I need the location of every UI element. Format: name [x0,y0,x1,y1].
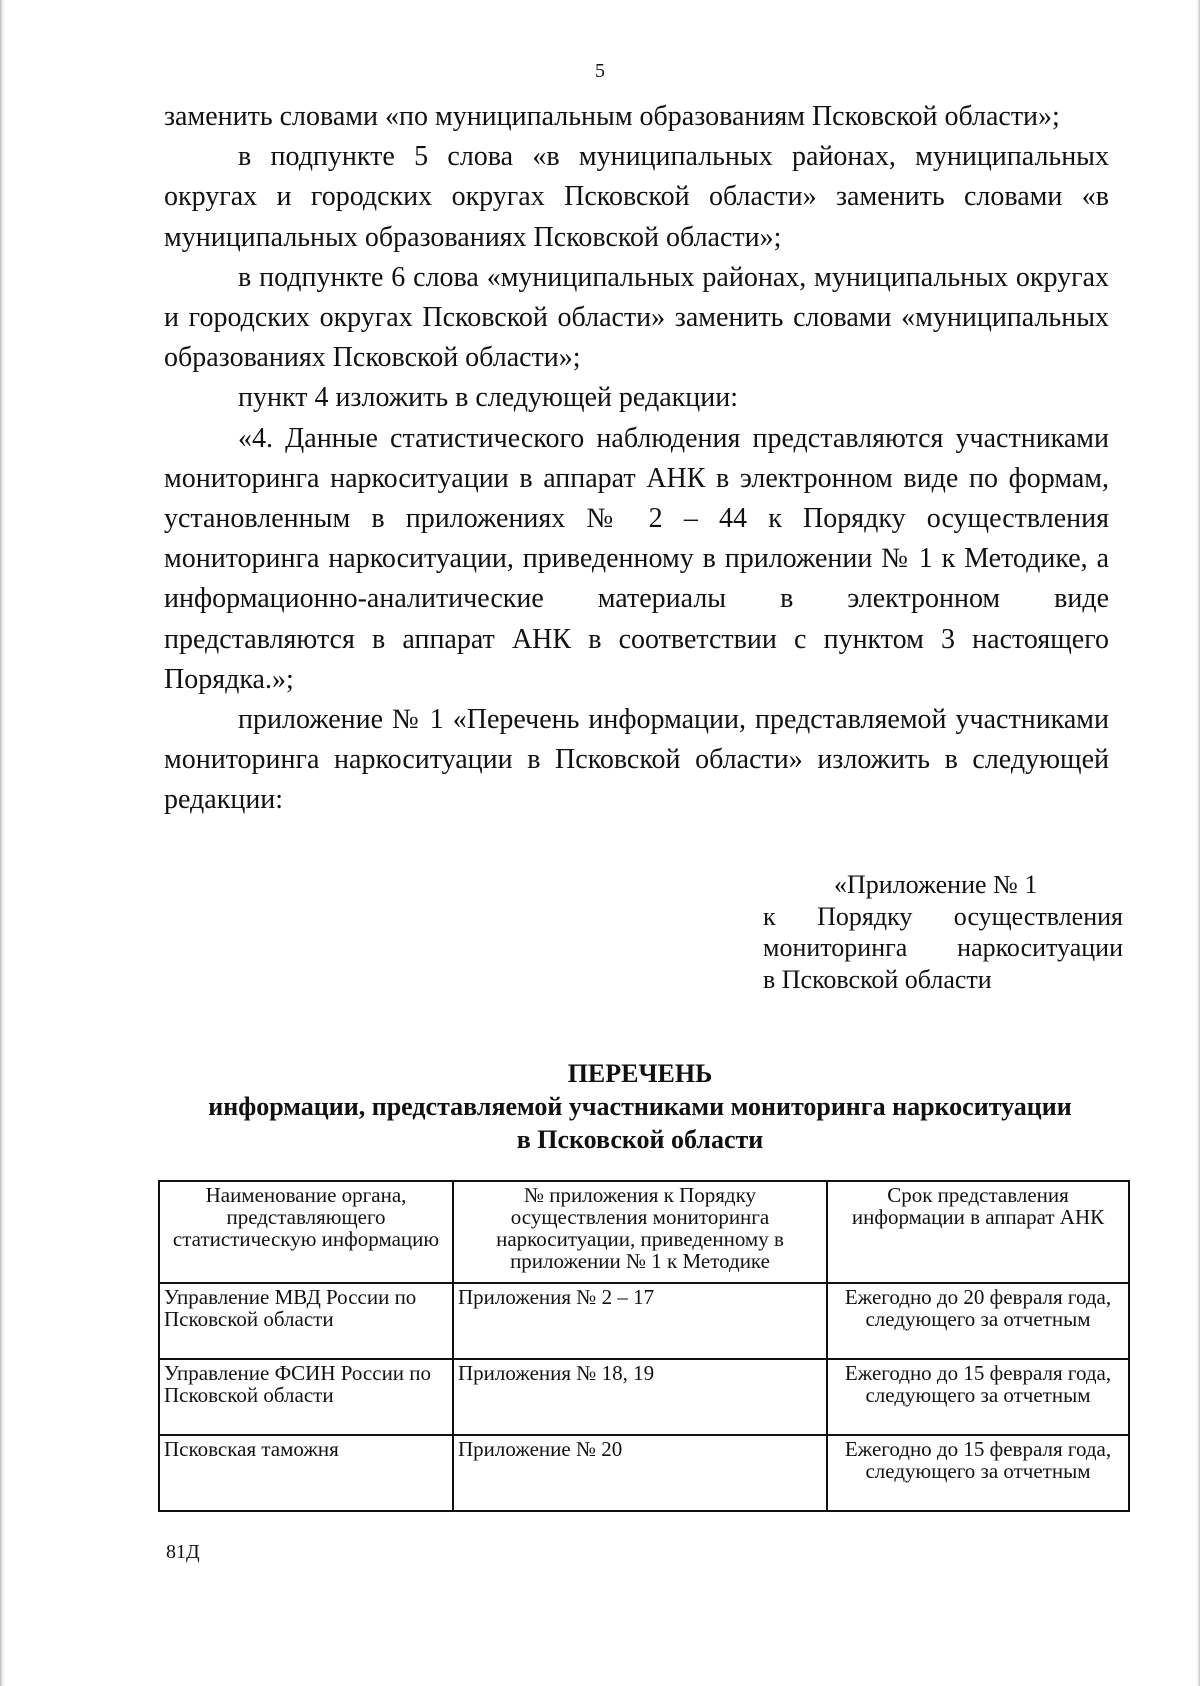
table-cell-appendix: Приложения № 18, 19 [453,1359,827,1435]
list-heading-title: ПЕРЕЧЕНЬ [567,1059,713,1088]
appendix-ref-line: «Приложение № 1 [834,870,1038,899]
appendix-ref-line: мониторинга наркоситуации [763,933,1123,962]
paragraph-point-4-text: «4. Данные статистического наблюдения представляются участниками мониторинга наркоситуации в аппарат АНК в электронном виде по формам, установленным в приложениях № 2 – 44 к Порядку осуществления мониторинга наркоситуации, приведенному в приложении № 1 к Методике, а информационно-аналитические материалы в электронном виде представляются в аппарат АНК в соответствии с пунктом 3 настоящего Порядка.»; [164,422,1109,695]
column-header: № приложения к Порядку осуществления мониторинга наркоситуации, приведенному в приложении № 1 к Методике [453,1181,827,1283]
table-row [159,1359,1129,1435]
table-cell-organ: Псковская таможня [159,1435,453,1511]
table-cell-deadline: Ежегодно до 15 февраля года, следующего за отчетным [827,1359,1129,1435]
table-cell-organ: Управление ФСИН России по Псковской области [159,1359,453,1435]
page-number: 5 [595,60,605,82]
paragraph-continuation: заменить словами «по муниципальным образованиям Псковской области»; [164,101,1060,132]
list-heading-subtitle: в Псковской области [516,1125,764,1154]
table-cell-appendix: Приложение № 20 [453,1435,827,1511]
scan-edge-left [0,0,5,1686]
appendix-reference [763,869,1123,995]
table-row [159,1435,1129,1511]
table-cell-organ: Управление МВД России по Псковской области [159,1283,453,1359]
table-header-row [159,1181,1129,1283]
info-table [158,1180,1130,1512]
paragraph-appendix-intro: приложение № 1 «Перечень информации, представляемой участниками мониторинга наркоситуации в Псковской области» изложить в следующей редакции: [164,704,1109,816]
column-header: Наименование органа, представляющего статистическую информацию [159,1181,453,1283]
table-cell-deadline: Ежегодно до 20 февраля года, следующего за отчетным [827,1283,1129,1359]
paragraph-subpoint-6: в подпункте 6 слова «муниципальных районах, муниципальных округах и городских округах Псковской области» заменить словами «муниципальных образованиях Псковской области»; [164,261,1109,374]
scan-edge-right [1196,0,1200,1686]
body-text [164,97,1109,821]
footer-code: 81Д [166,1541,200,1563]
paragraph-subpoint-5: в подпункте 5 слова «в муниципальных районах, муниципальных округах и городских округах Псковской области» заменить словами «в муниципальных образованиях Псковской области»; [164,141,1109,253]
list-heading [160,1057,1120,1156]
table-cell-appendix: Приложения № 2 – 17 [453,1283,827,1359]
table-cell-deadline: Ежегодно до 15 февраля года, следующего за отчетным [827,1435,1129,1511]
appendix-ref-line: к Порядку осуществления [763,901,1123,931]
appendix-ref-line: в Псковской области [763,964,992,994]
list-heading-subtitle: информации, представляемой участниками мониторинга наркоситуации [208,1092,1072,1121]
paragraph-point-4-intro: пункт 4 изложить в следующей редакции: [238,382,738,414]
column-header: Срок представления информации в аппарат АНК [827,1181,1129,1283]
table-row [159,1283,1129,1359]
